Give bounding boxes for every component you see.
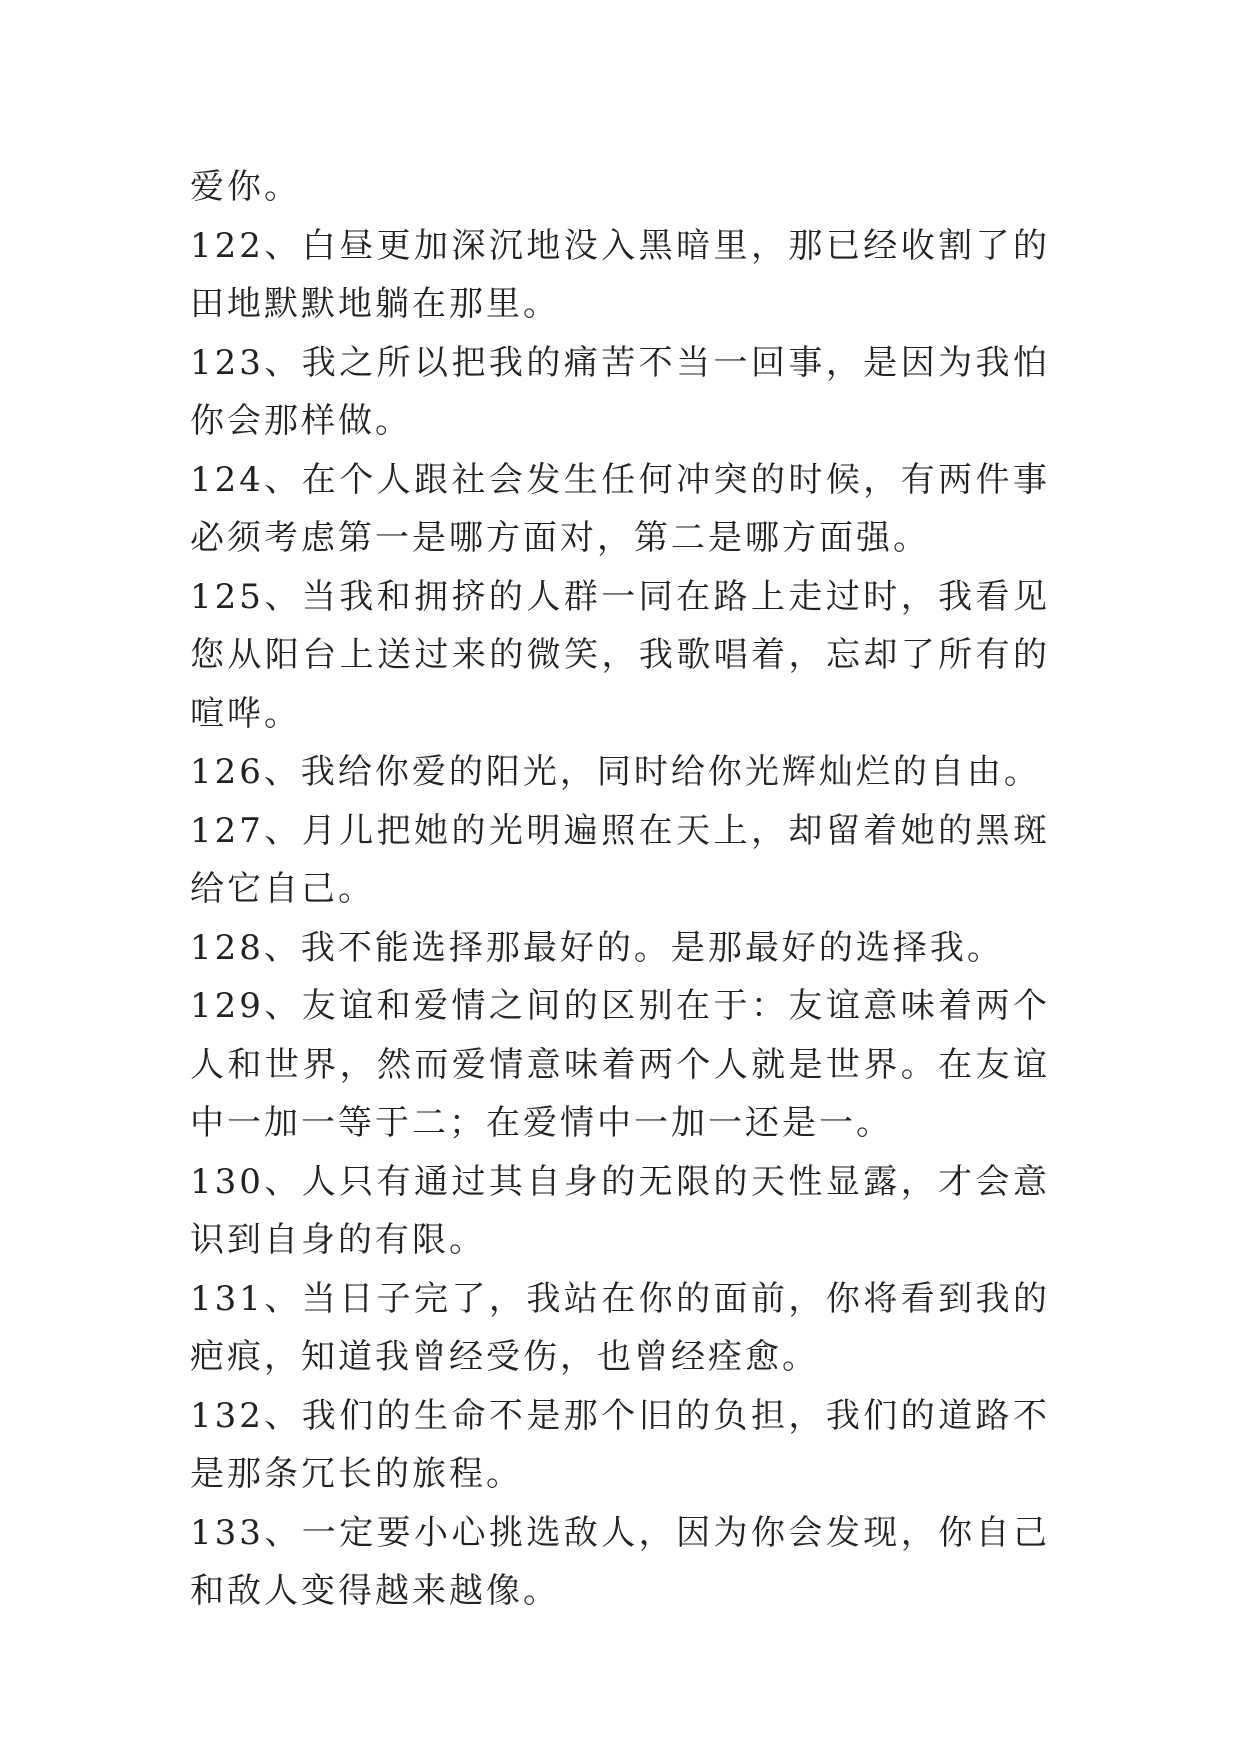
quote-125: 125、当我和拥挤的人群一同在路上走过时，我看见您从阳台上送过来的微笑，我歌唱着，忘却了所有的喧哗。 (190, 576, 1050, 734)
quote-130: 130、人只有通过其自身的无限的天性显露，才会意识到自身的有限。 (190, 1161, 1050, 1260)
paragraph-continuation: 爱你。 (190, 167, 301, 207)
quote-127: 127、月儿把她的光明遍照在天上，却留着她的黑斑给它自己。 (190, 810, 1050, 909)
quote-126: 126、我给你爱的阳光，同时给你光辉灿烂的自由。 (190, 752, 1041, 792)
quote-131: 131、当日子完了，我站在你的面前，你将看到我的疤痕，知道我曾经受伤，也曾经痊愈。 (190, 1278, 1050, 1377)
document-page (190, 158, 1050, 1621)
quote-129: 129、友谊和爱情之间的区别在于：友谊意味着两个人和世界，然而爱情意味着两个人就是世界。在友谊中一加一等于二；在爱情中一加一还是一。 (190, 986, 1050, 1143)
quote-132: 132、我们的生命不是那个旧的负担，我们的道路不是那条冗长的旅程。 (190, 1395, 1050, 1494)
quote-133: 133、一定要小心挑选敌人，因为你会发现，你自己和敌人变得越来越像。 (190, 1512, 1050, 1611)
quote-124: 124、在个人跟社会发生任何冲突的时候，有两件事必须考虑第一是哪方面对，第二是哪方面强。 (190, 459, 1050, 558)
quote-128: 128、我不能选择那最好的。是那最好的选择我。 (190, 927, 1004, 968)
quote-122: 122、白昼更加深沉地没入黑暗里，那已经收割了的田地默默地躺在那里。 (190, 225, 1050, 324)
quote-123: 123、我之所以把我的痛苦不当一回事，是因为我怕你会那样做。 (190, 342, 1050, 441)
